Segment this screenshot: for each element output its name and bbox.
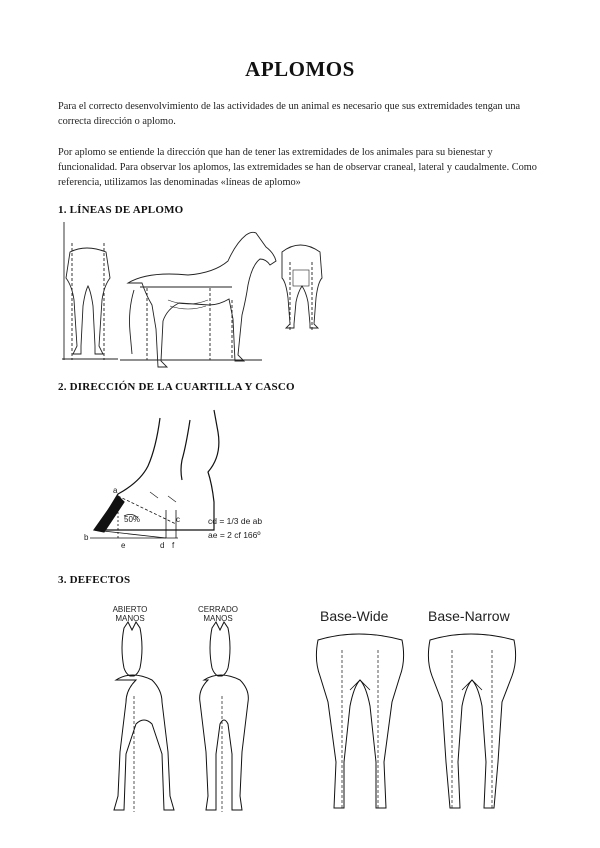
caption-base-wide: Base-Wide <box>320 608 389 624</box>
section-heading-cuartilla: 2. DIRECCIÓN DE LA CUARTILLA Y CASCO <box>58 381 295 393</box>
document-title: APLOMOS <box>245 57 355 81</box>
rear-view-legs-figure <box>282 245 322 330</box>
hoof-formula-1: cd = 1/3 de ab <box>208 516 263 526</box>
caption-cerrado-manos: CERRADO MANOS <box>197 605 238 623</box>
caption-base-narrow: Base-Narrow <box>428 608 510 624</box>
front-view-legs-figure <box>62 222 118 360</box>
base-wide-figure <box>316 634 403 808</box>
hoof-label-c: c <box>176 515 180 524</box>
hoof-label-d: d <box>160 541 165 550</box>
hoof-label-e: e <box>121 541 126 550</box>
hoof-label-f: f <box>172 541 175 550</box>
section-heading-lineas: 1. LÍNEAS DE APLOMO <box>58 204 184 216</box>
definition-paragraph: Por aplomo se entiende la dirección que han de tener las extremidades de los animales para su bienestar y funcionalidad. Para observar los aplomos, las extremidades se han de observar craneal, lateral y caudalmente. Como referencia, utilizamos las denominadas «líneas de aplomo» <box>58 147 537 188</box>
side-view-horse-figure <box>120 232 276 367</box>
hoof-angle-label: 50% <box>124 515 141 524</box>
caption-abierto-manos: ABIERTO MANOS <box>112 605 148 623</box>
hoof-formula-2: ae = 2 cf 166º <box>208 530 261 540</box>
base-narrow-figure <box>428 634 515 808</box>
section-heading-defectos: 3. DEFECTOS <box>58 574 131 586</box>
abierto-manos-figure <box>114 622 174 812</box>
hoof-label-a: a <box>113 486 118 495</box>
cerrado-manos-figure <box>200 622 249 812</box>
hoof-label-b: b <box>84 533 89 542</box>
intro-paragraph: Para el correcto desenvolvimiento de las actividades de un animal es necesario que sus extremidades tengan una correcta dirección o aplomo. <box>58 101 521 127</box>
